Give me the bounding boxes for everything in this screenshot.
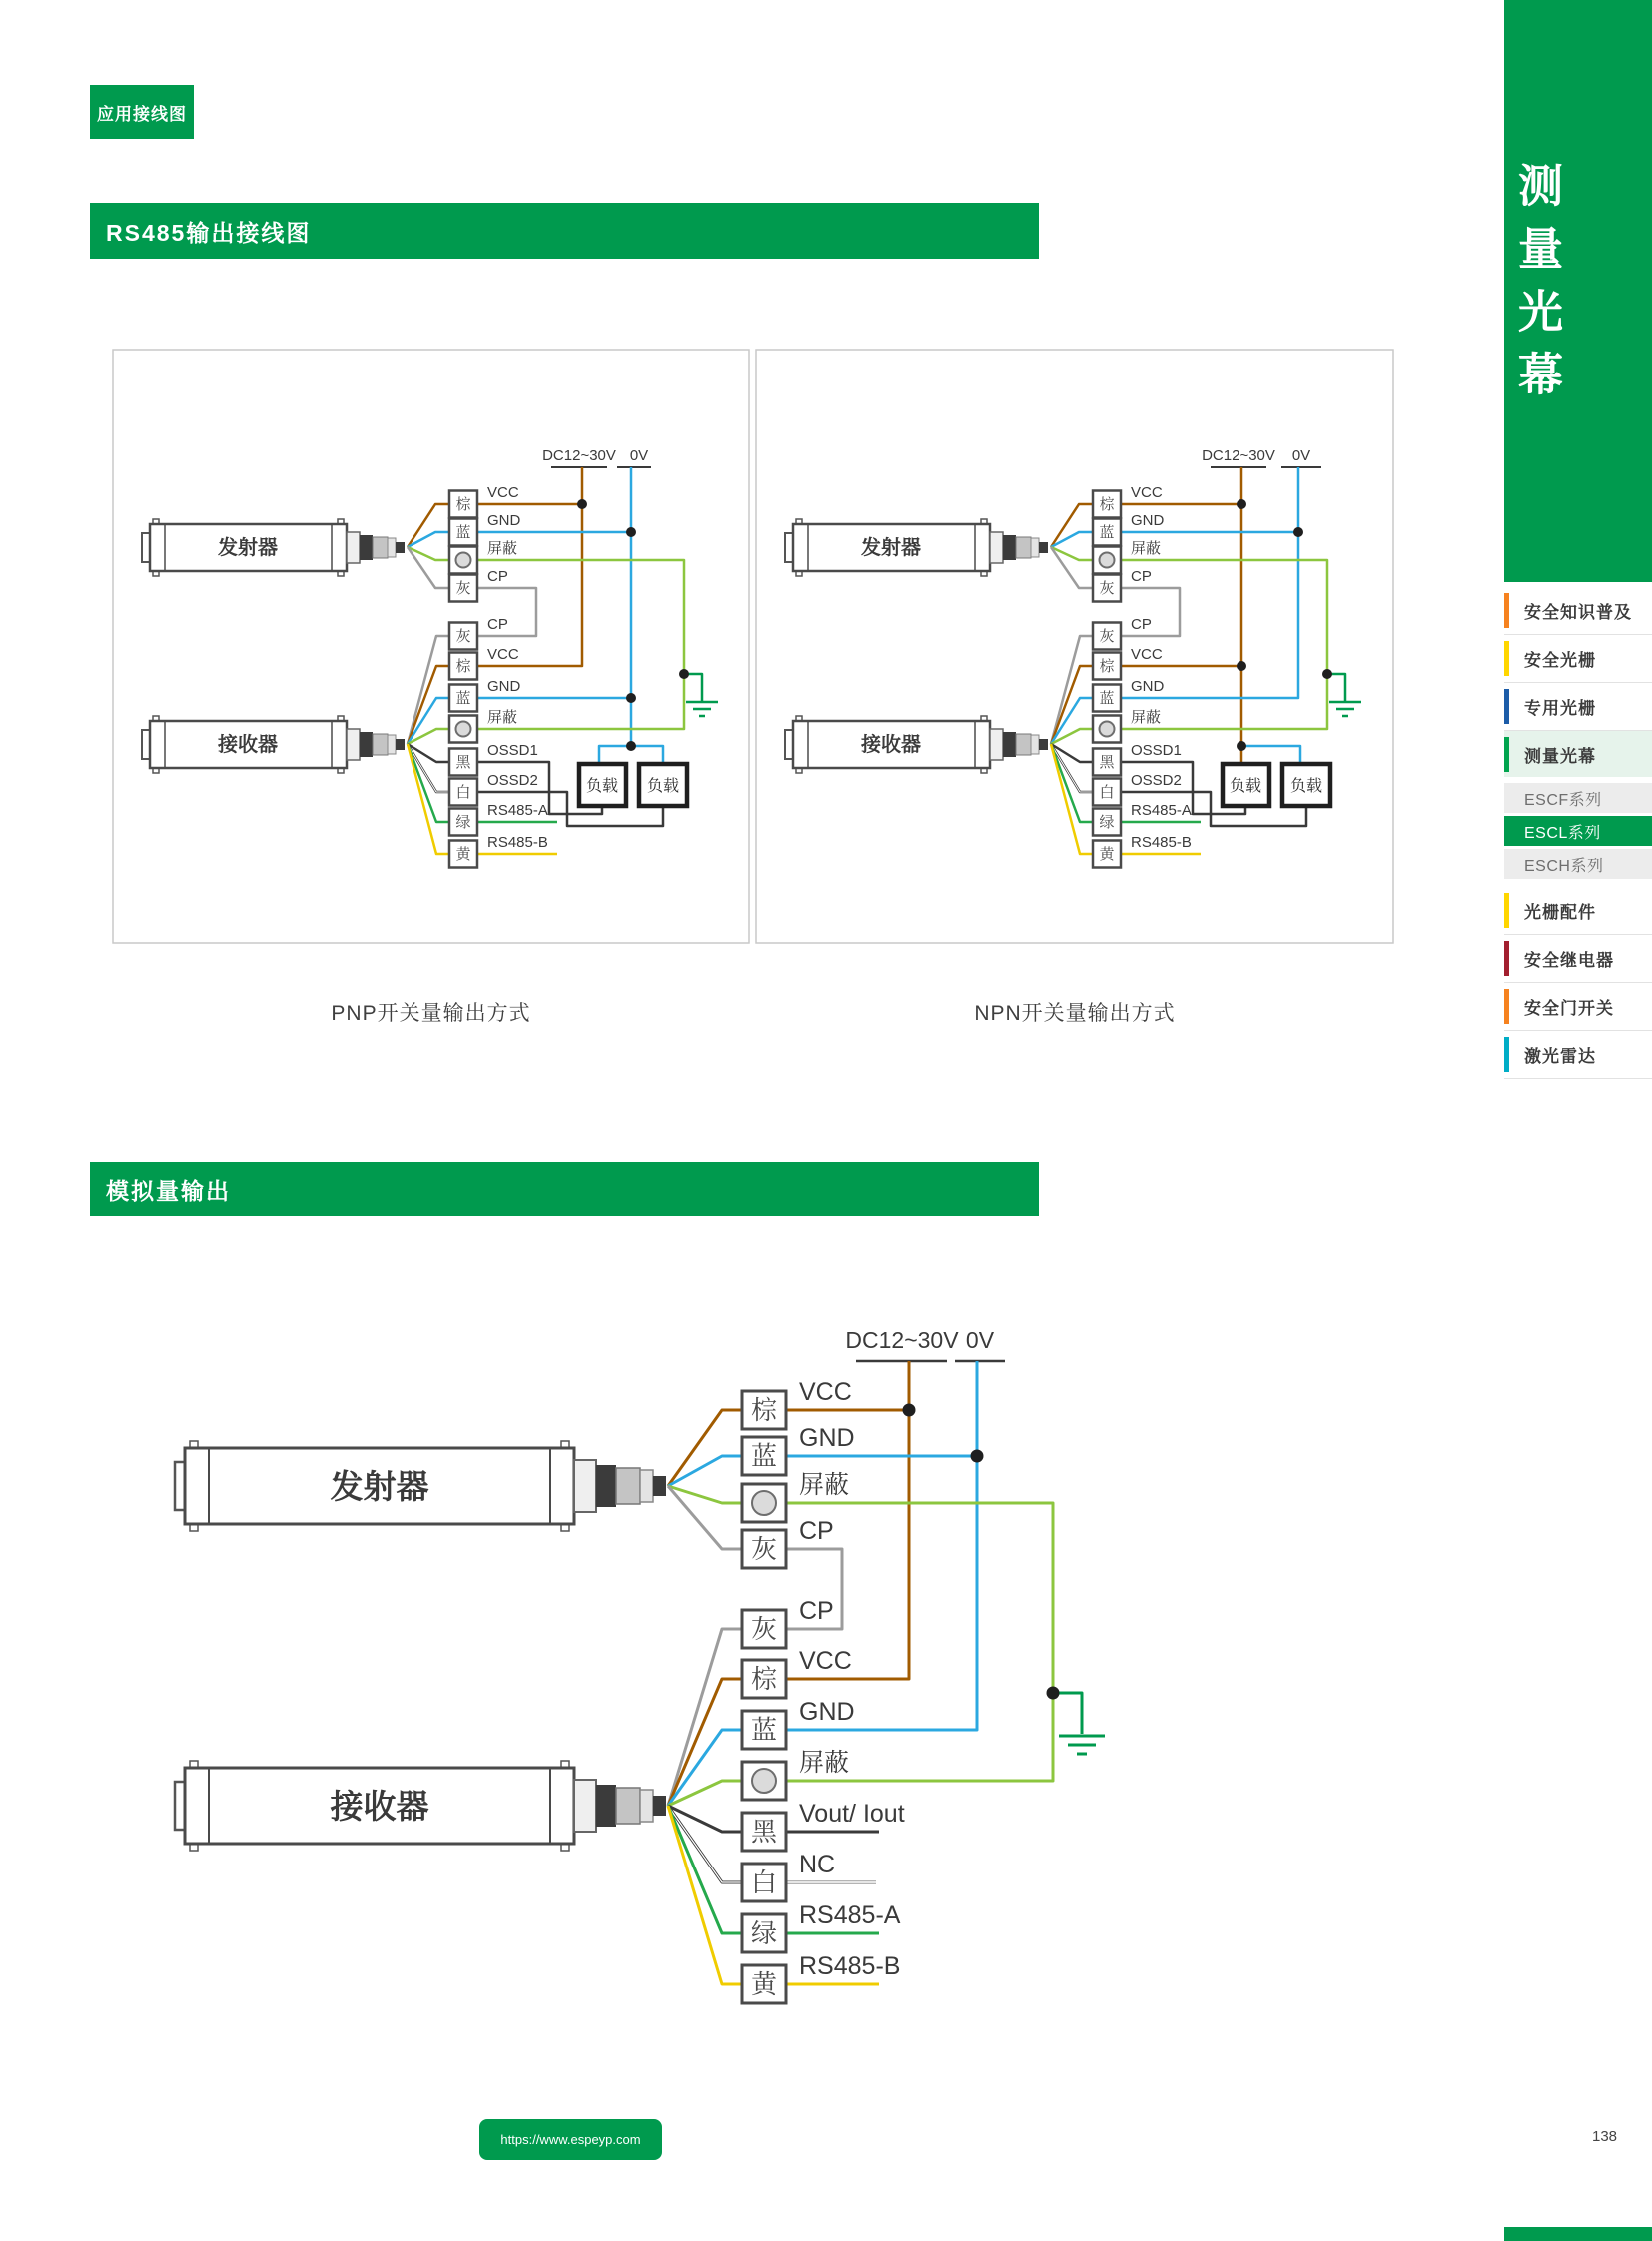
rs485-section-banner: RS485输出接线图 [90, 203, 1039, 259]
svg-text:灰: 灰 [1099, 580, 1115, 597]
svg-text:OSSD2: OSSD2 [487, 772, 538, 789]
svg-text:白: 白 [750, 1868, 778, 1897]
accent-bar [1504, 989, 1509, 1024]
svg-text:VCC: VCC [487, 484, 519, 501]
accent-bar [1504, 941, 1509, 976]
svg-text:屏蔽: 屏蔽 [799, 1471, 850, 1499]
analog-wiring-diagram [175, 1327, 1105, 2003]
svg-text:VCC: VCC [1131, 484, 1163, 501]
transmitter-wire-boxes [742, 1378, 855, 1568]
power-label: DC12~30V [845, 1327, 959, 1353]
receiver-wire-boxes [449, 616, 548, 868]
svg-text:黑: 黑 [1099, 754, 1115, 771]
svg-text:RS485-A: RS485-A [799, 1901, 901, 1929]
transmitter-label: 发射器 [330, 1468, 429, 1505]
load-boxes [1223, 764, 1330, 806]
receiver-wire-boxes [1093, 616, 1192, 868]
svg-text:GND: GND [487, 678, 521, 695]
svg-text:负载: 负载 [1289, 778, 1323, 795]
sidebar-item-measuring-curtain[interactable] [1504, 731, 1652, 777]
svg-text:屏蔽: 屏蔽 [487, 540, 518, 557]
svg-text:负载: 负载 [585, 778, 619, 795]
sidebar-item-label: 专用光栅 [1524, 699, 1596, 718]
sidebar-item-special-grating[interactable] [1504, 683, 1652, 731]
svg-text:蓝: 蓝 [750, 1715, 778, 1745]
npn-caption: NPN开关量输出方式 [974, 1002, 1176, 1025]
svg-text:GND: GND [799, 1424, 855, 1452]
ground-icon [1327, 674, 1361, 716]
svg-text:绿: 绿 [455, 814, 471, 831]
sidebar-item-safety-relay[interactable] [1504, 935, 1652, 983]
shield-circle-icon [456, 722, 471, 737]
sidebar-vertical-title: 测量光幕 [1511, 162, 1562, 413]
pnp-wiring-diagram [113, 350, 749, 943]
svg-text:RS485-B: RS485-B [487, 834, 548, 851]
sidebar-item-label: 安全光栅 [1524, 651, 1596, 670]
svg-text:CP: CP [1131, 616, 1152, 633]
svg-text:Vout/ Iout: Vout/ Iout [799, 1800, 905, 1828]
sidebar-item-laser-radar[interactable] [1504, 1031, 1652, 1079]
svg-text:白: 白 [1099, 784, 1115, 801]
shield-circle-icon [1100, 553, 1115, 568]
receiver-label: 接收器 [861, 734, 921, 756]
sidebar-item-safety-knowledge[interactable] [1504, 587, 1652, 635]
sidebar-item-label: 激光雷达 [1524, 1047, 1596, 1066]
zero-volt-label: 0V [1291, 447, 1311, 464]
svg-text:蓝: 蓝 [1099, 690, 1115, 707]
svg-text:RS485-A: RS485-A [487, 802, 548, 819]
svg-text:屏蔽: 屏蔽 [799, 1749, 850, 1777]
analog-section-banner: 模拟量输出 [90, 1162, 1039, 1216]
zero-volt-label: 0V [629, 447, 649, 464]
svg-text:灰: 灰 [455, 628, 471, 645]
svg-text:白: 白 [455, 784, 471, 801]
svg-text:棕: 棕 [750, 1664, 778, 1694]
svg-text:黄: 黄 [1099, 846, 1115, 863]
svg-text:屏蔽: 屏蔽 [1131, 540, 1162, 557]
svg-text:GND: GND [487, 512, 521, 529]
sidebar-item-label: 安全知识普及 [1524, 603, 1632, 622]
svg-text:黄: 黄 [750, 1969, 778, 1999]
accent-bar [1504, 641, 1509, 676]
receiver-fan-wires [668, 1629, 742, 1984]
svg-text:CP: CP [799, 1597, 834, 1625]
svg-text:VCC: VCC [487, 646, 519, 663]
svg-text:绿: 绿 [750, 1918, 778, 1948]
svg-text:NC: NC [799, 1851, 836, 1878]
svg-text:黄: 黄 [455, 846, 471, 863]
svg-text:蓝: 蓝 [1099, 524, 1115, 541]
transmitter-label: 发射器 [861, 537, 921, 559]
sidebar-item-escl-series[interactable] [1504, 816, 1652, 846]
sidebar-item-grating-accessories[interactable] [1504, 887, 1652, 935]
svg-text:CP: CP [1131, 568, 1152, 585]
svg-text:RS485-A: RS485-A [1131, 802, 1192, 819]
svg-text:灰: 灰 [1099, 628, 1115, 645]
svg-text:RS485-B: RS485-B [799, 1952, 901, 1980]
svg-text:VCC: VCC [1131, 646, 1163, 663]
sidebar-item-esch-series[interactable] [1504, 849, 1652, 879]
ground-icon [1053, 1693, 1105, 1754]
svg-text:灰: 灰 [750, 1614, 778, 1644]
svg-text:VCC: VCC [799, 1378, 852, 1406]
sidebar-item-label: 光栅配件 [1524, 903, 1596, 922]
accent-bar [1504, 593, 1509, 628]
accent-bar [1504, 737, 1509, 772]
footer-url-link[interactable]: https://www.espeyp.com [479, 2119, 662, 2160]
transmitter-fan-wires [668, 1410, 742, 1549]
svg-text:蓝: 蓝 [455, 524, 471, 541]
shield-circle-icon [456, 553, 471, 568]
svg-text:绿: 绿 [1099, 814, 1115, 831]
npn-wiring-diagram [756, 350, 1393, 943]
svg-text:棕: 棕 [455, 658, 471, 675]
receiver-fan-wires [408, 636, 449, 854]
svg-text:OSSD2: OSSD2 [1131, 772, 1182, 789]
power-label: DC12~30V [542, 447, 616, 464]
sidebar-item-label: 安全门开关 [1524, 999, 1614, 1018]
receiver-wire-boxes [742, 1597, 905, 2003]
svg-text:CP: CP [487, 568, 508, 585]
section-badge: 应用接线图 [90, 85, 194, 139]
sidebar-item-label: 安全继电器 [1524, 951, 1614, 970]
sidebar-item-label: ESCF系列 [1524, 791, 1602, 809]
svg-text:蓝: 蓝 [455, 690, 471, 707]
shield-circle-icon [752, 1491, 776, 1515]
zero-volt-label: 0V [965, 1327, 995, 1353]
svg-text:VCC: VCC [799, 1647, 852, 1675]
sidebar-item-safety-door-switch[interactable] [1504, 983, 1652, 1031]
svg-text:RS485-B: RS485-B [1131, 834, 1192, 851]
svg-text:黑: 黑 [455, 754, 471, 771]
sidebar-item-escf-series[interactable] [1504, 783, 1652, 813]
accent-bar [1504, 1037, 1509, 1072]
svg-text:GND: GND [1131, 678, 1165, 695]
svg-text:黑: 黑 [750, 1817, 778, 1847]
diagram-frame [113, 350, 749, 943]
ground-icon [684, 674, 718, 716]
svg-text:负载: 负载 [646, 778, 680, 795]
svg-text:灰: 灰 [455, 580, 471, 597]
shield-circle-icon [1100, 722, 1115, 737]
svg-text:OSSD1: OSSD1 [1131, 742, 1182, 759]
sidebar-item-safety-grating[interactable] [1504, 635, 1652, 683]
svg-text:棕: 棕 [1099, 496, 1115, 513]
svg-text:棕: 棕 [455, 496, 471, 513]
accent-bar [1504, 893, 1509, 928]
svg-text:OSSD1: OSSD1 [487, 742, 538, 759]
sidebar-item-label: 测量光幕 [1524, 746, 1596, 766]
corner-green-strip [1504, 2227, 1652, 2241]
accent-bar [1504, 689, 1509, 724]
svg-text:CP: CP [487, 616, 508, 633]
transmitter-wire-boxes [449, 484, 521, 602]
svg-text:灰: 灰 [750, 1534, 778, 1564]
svg-text:负载: 负载 [1229, 778, 1262, 795]
load-boxes [579, 764, 687, 806]
sidebar-item-label: ESCH系列 [1524, 857, 1604, 875]
transmitter-fan-wires [1051, 504, 1093, 588]
svg-text:屏蔽: 屏蔽 [487, 709, 518, 726]
pnp-caption: PNP开关量输出方式 [331, 1002, 531, 1025]
svg-text:GND: GND [799, 1698, 855, 1726]
svg-text:蓝: 蓝 [750, 1441, 778, 1471]
svg-text:CP: CP [799, 1517, 834, 1545]
power-label: DC12~30V [1202, 447, 1275, 464]
receiver-fan-wires [1051, 636, 1093, 854]
shield-circle-icon [752, 1769, 776, 1793]
svg-text:棕: 棕 [750, 1395, 778, 1425]
receiver-label: 接收器 [218, 734, 278, 756]
transmitter-wire-boxes [1093, 484, 1165, 602]
receiver-label: 接收器 [330, 1788, 429, 1825]
sidebar-item-label: ESCL系列 [1524, 824, 1601, 842]
sidebar-menu [1504, 587, 1652, 1079]
svg-text:屏蔽: 屏蔽 [1131, 709, 1162, 726]
transmitter-fan-wires [408, 504, 449, 588]
transmitter-label: 发射器 [218, 537, 278, 559]
svg-text:GND: GND [1131, 512, 1165, 529]
page-number: 138 [1592, 2128, 1618, 2145]
svg-text:棕: 棕 [1099, 658, 1115, 675]
